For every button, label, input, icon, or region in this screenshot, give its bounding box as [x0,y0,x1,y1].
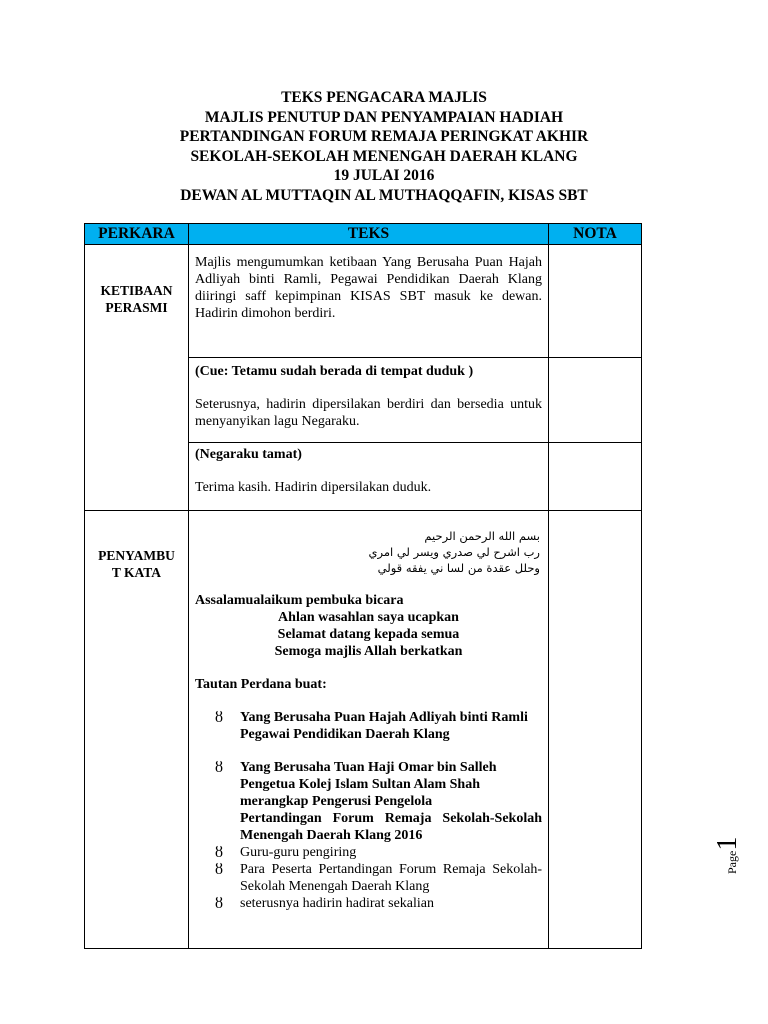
tautan-heading: Tautan Perdana buat: [195,677,327,692]
bullet-line: Guru-guru pengiring [240,845,357,860]
title-line: DEWAN AL MUTTAQIN AL MUTHAQQAFIN, KISAS SBT [180,186,588,204]
bullet-icon: ȣ [215,844,223,861]
arabic-line: بسم الله الرحمن الرحيم [424,529,540,543]
perkara-line: T KATA [111,565,162,580]
bullet-line: Para Peserta Pertandingan Forum Remaja Sekolah-Sekolah Menengah Daerah Klang [240,862,542,894]
title-line: PERTANDINGAN FORUM REMAJA PERINGKAT AKHIR [179,128,589,145]
title-line: 19 JULAI 2016 [333,167,435,184]
arabic-line: رب اشرح لي صدري ويسر لي امري [368,545,540,559]
bullet-line: merangkap Pengerusi Pengelola [240,794,433,809]
bullet-icon: ȣ [215,709,223,726]
header-nota: NOTA [549,224,642,245]
teks-cell [189,245,549,358]
bullet-line: Pegawai Pendidikan Daerah Klang [240,727,450,742]
cue-text: (Negaraku tamat) [195,447,302,462]
bullet-line: seterusnya hadirin hadirat sekalian [240,896,434,911]
teks-cell [189,358,549,443]
page-number-value: 1 [712,836,743,851]
verse-line: Semoga majlis Allah berkatkan [274,644,463,659]
bullet-line: Pertandingan Forum Remaja Sekolah-Sekolah Menengah Daerah Klang 2016 [240,811,542,843]
nota-cell [549,511,642,949]
perkara-line: KETIBAAN [100,283,173,298]
list-item [195,709,542,743]
table-header-row [85,224,642,245]
table-row [85,511,642,949]
greeting-text: Assalamualaikum pembuka bicara [195,593,404,608]
nota-cell [549,358,642,443]
title-line: MAJLIS PENUTUP DAN PENYAMPAIAN HADIAH [204,108,564,126]
list-item [195,844,542,861]
paragraph: Majlis mengumumkan ketibaan Yang Berusaha Puan Hajah Adliyah binti Ramli, Pegawai Pendidikan Daerah Klang diiringi saff kepimpinan KISAS SBT masuk ke dewan. Hadirin dimohon berdiri. [195,255,542,321]
paragraph: Terima kasih. Hadirin dipersilakan duduk. [195,480,432,495]
perkara-label [85,511,188,581]
nota-cell [549,443,642,511]
perkara-cell [85,245,189,511]
perkara-line: PENYAMBU [98,548,175,563]
script-table [84,223,642,949]
bullet-line: Pengetua Kolej Islam Sultan Alam Shah [240,777,480,792]
document-title [0,88,768,205]
list-item [195,759,542,844]
title-line: SEKOLAH-SEKOLAH MENENGAH DAERAH KLANG [190,147,578,165]
perkara-line: PERASMI [105,300,168,315]
bullet-line: Yang Berusaha Tuan Haji Omar bin Salleh [240,760,497,775]
title-line: TEKS PENGACARA MAJLIS [281,89,487,106]
bullet-icon: ȣ [215,861,223,878]
bullet-line: Yang Berusaha Puan Hajah Adliyah binti Ramli [240,710,528,725]
bullet-icon: ȣ [215,895,223,912]
teks-cell [189,511,549,949]
list-item [195,861,542,895]
arabic-line: وحلل عقدة من لسا ني يفقه قولي [377,561,540,575]
page-label: Page [725,850,739,874]
header-perkara: PERKARA [85,224,189,245]
perkara-label [85,245,188,316]
bullet-icon: ȣ [215,759,223,776]
cue-text: (Cue: Tetamu sudah berada di tempat duduk ) [195,364,474,379]
verse-line: Ahlan wasahlan saya ucapkan [278,610,459,625]
header-teks: TEKS [189,224,549,245]
nota-cell [549,245,642,358]
table-row [85,245,642,358]
paragraph: Seterusnya, hadirin dipersilakan berdiri dan bersedia untuk menyanyikan lagu Negaraku. [195,397,542,429]
perkara-cell [85,511,189,949]
page-number [712,837,744,874]
teks-cell [189,443,549,511]
verse-line: Selamat datang kepada semua [277,627,460,642]
list-item [195,895,542,912]
